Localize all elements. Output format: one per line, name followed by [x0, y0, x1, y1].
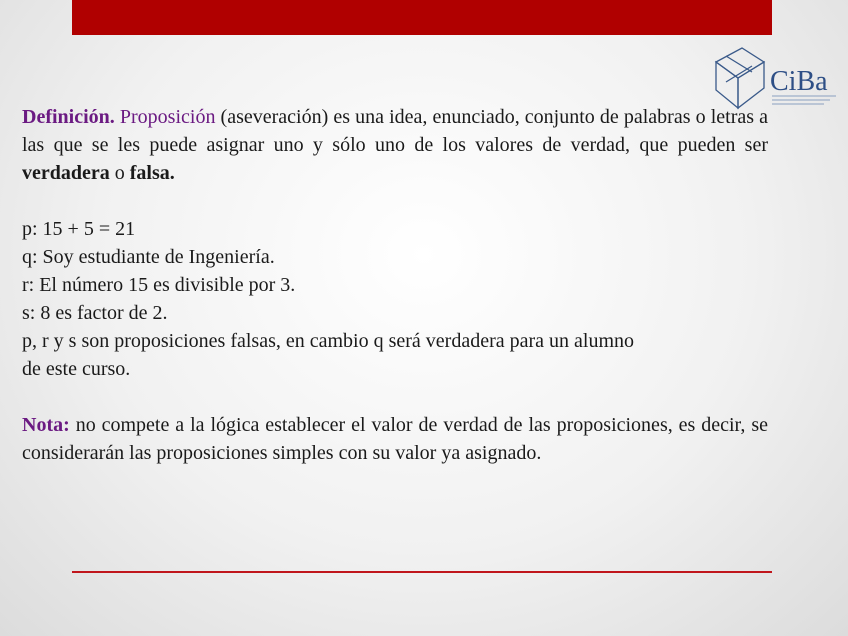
- note-label: Nota:: [22, 414, 70, 436]
- example-line-q: q: Soy estudiante de Ingeniería.: [22, 246, 275, 268]
- note-paragraph: [22, 411, 768, 467]
- example-line-s: s: 8 es factor de 2.: [22, 302, 168, 324]
- slide-content: [22, 103, 768, 487]
- definition-paragraph: [22, 103, 768, 187]
- examples-list: [22, 215, 768, 383]
- definition-body: (aseveración) es una idea, enunciado, conjunto de palabras o letras a las que se les puede asignar uno y sólo uno de los valores de verdad, que pueden ser: [22, 106, 768, 156]
- definition-heading: Definición.: [22, 106, 115, 128]
- true-word: verdadera: [22, 162, 110, 184]
- example-conclusion-line-1: p, r y s son proposiciones falsas, en cambio q será verdadera para un alumno: [22, 330, 635, 352]
- example-line-r: r: El número 15 es divisible por 3.: [22, 274, 296, 296]
- definition-term: Proposición: [119, 106, 216, 128]
- false-word: falsa.: [129, 162, 175, 184]
- bottom-divider: [72, 571, 772, 573]
- example-line-p: p: 15 + 5 = 21: [22, 218, 136, 240]
- example-conclusion-line-2: de este curso.: [22, 358, 131, 380]
- note-body: no compete a la lógica establecer el valor de verdad de las proposiciones, es decir, se considerarán las proposiciones simples con su valor ya asignado.: [22, 414, 768, 464]
- logo-text: CiBa: [770, 66, 828, 97]
- top-accent-bar: [72, 0, 772, 35]
- connector-word: o: [109, 162, 130, 184]
